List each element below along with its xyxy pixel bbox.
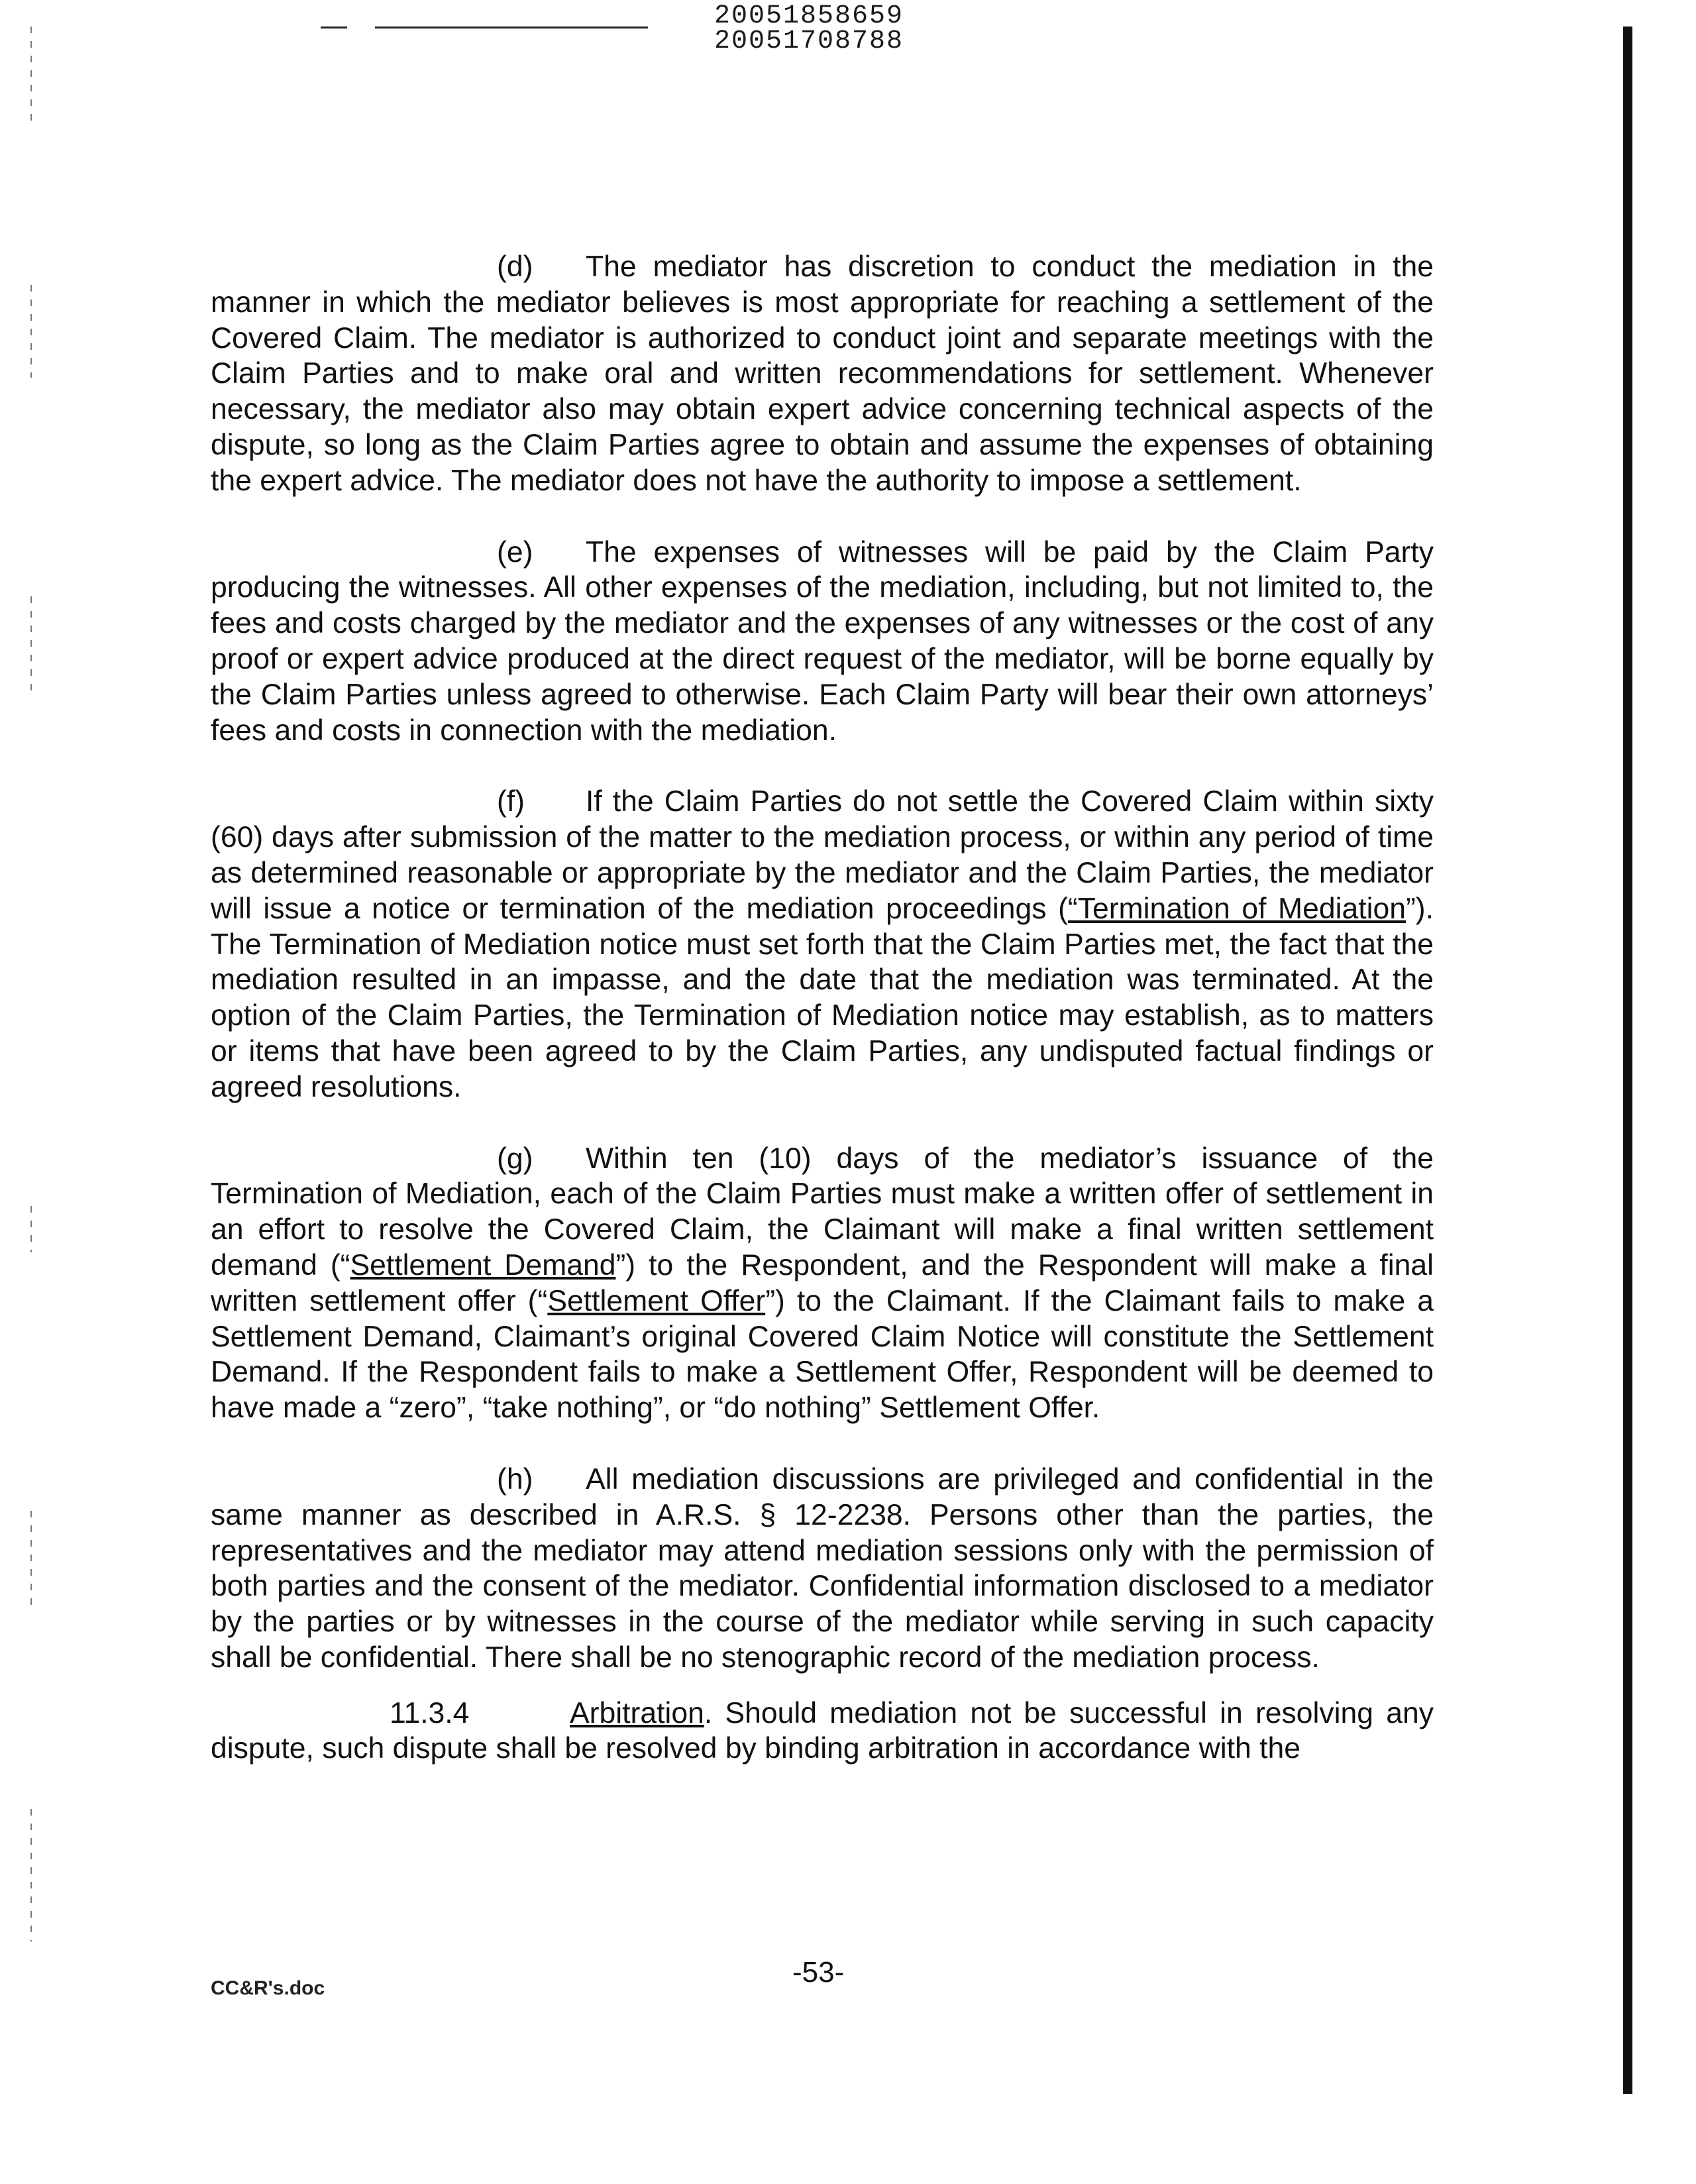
paragraph-text: The expenses of witnesses will be paid by the Claim Party producing the witnesses. All other expenses of the mediation, including, but not limited to, the fees and costs charged by the mediator and the expenses of any witnesses or the cost of any proof or expert advice produced at the direct request of the mediator, will be borne equally by the Claim Parties unless agreed to otherwise. Each Claim Party will bear their own attorneys’ fees and costs in connection with the mediation. — [211, 535, 1434, 747]
header-rule-short — [321, 27, 347, 28]
scan-edge-marks-end — [30, 1809, 32, 1941]
paragraph-label: (d) — [497, 250, 533, 283]
paragraph-text: ”) to the Respondent, and the Respondent will make a final written settlement offer (“ — [211, 1248, 1434, 1317]
paragraph-label: (g) — [497, 1142, 533, 1175]
scan-edge-marks-top — [30, 27, 32, 126]
section-text: . Should mediation not be successful in resolving any dispute, such dispute shall be resolved by binding arbitration in accordance with the — [211, 1696, 1434, 1765]
section-11-3-4 — [211, 1696, 1434, 1767]
paragraph-h — [211, 1462, 1434, 1676]
paragraph-text: ”) to the Claimant. If the Claimant fails to make a Settlement Demand, Claimant’s original Covered Claim Notice will constitute the Settlement Demand. If the Respondent fails to make a Settlement Offer, Respondent will be deemed to have made a “zero”, “take nothing”, or “do nothing” Settlement Offer. — [211, 1284, 1434, 1425]
paragraph-d — [211, 249, 1434, 499]
paragraph-label: (h) — [497, 1462, 533, 1496]
document-body — [211, 249, 1434, 1802]
paragraph-text: Within ten (10) days of the mediator’s issuance of the Termination of Mediation, each of the Claim Parties must make a written offer of settlement in an effort to resolve the Covered Claim, the Claimant will make a final written settlement demand (“ — [211, 1142, 1434, 1282]
paragraph-e — [211, 535, 1434, 749]
paragraph-g — [211, 1141, 1434, 1426]
paragraph-label: (e) — [497, 535, 533, 569]
footer-filename: CC&R's.doc — [211, 1977, 325, 1999]
scan-edge-marks-lower — [30, 1206, 32, 1252]
paragraph-text: ”). The Termination of Mediation notice must set forth that the Claim Parties met, the fact that the mediation resulted in an impasse, and the date that the mediation was terminated. At the option of the Claim Parties, the Termination of Mediation notice may establish, as to matters or items that have been agreed to by the Claim Parties, any undisputed factual findings or agreed resolutions. — [211, 892, 1434, 1103]
defined-term-termination-of-mediation: “Termination of Mediation — [1067, 892, 1406, 925]
paragraph-f — [211, 784, 1434, 1105]
defined-term-settlement-offer: Settlement Offer — [547, 1284, 766, 1317]
page-number: -53- — [792, 1956, 845, 1989]
header-rule-long — [375, 27, 648, 28]
scan-edge-bar — [1623, 27, 1632, 2094]
scan-edge-marks-upper — [30, 285, 32, 378]
section-heading: Arbitration — [570, 1696, 704, 1729]
recording-number-1: 20051858659 — [714, 1, 904, 31]
defined-term-settlement-demand: Settlement Demand — [350, 1248, 616, 1282]
scan-edge-marks-bottom — [30, 1511, 32, 1610]
recording-numbers — [714, 1, 904, 56]
recording-number-2: 20051708788 — [714, 27, 904, 56]
paragraph-text: The mediator has discretion to conduct the mediation in the manner in which the mediator believes is most appropriate for reaching a settlement of the Covered Claim. The mediator is authorized to conduct joint and separate meetings with the Claim Parties and to make oral and written recommendations for settlement. Whenever necessary, the mediator also may obtain expert advice concerning technical aspects of the dispute, so long as the Claim Parties agree to obtain and assume the expenses of obtaining the expert advice. The mediator does not have the authority to impose a settlement. — [211, 250, 1434, 497]
paragraph-text: If the Claim Parties do not settle the Covered Claim within sixty (60) days after submission of the matter to the mediation process, or within any period of time as determined reasonable or appropriate by the mediator and the Claim Parties, the mediator will issue a notice or termination of the mediation proceedings ( — [211, 785, 1434, 925]
scan-edge-marks-mid — [30, 596, 32, 696]
section-number: 11.3.4 — [390, 1696, 470, 1729]
paragraph-text: All mediation discussions are privileged and confidential in the same manner as described in A.R.S. § 12-2238. Persons other than the parties, the representatives and the mediator may attend mediation sessions only with the permission of both parties and the consent of the mediator. Confidential information disclosed to a mediator by the parties or by witnesses in the course of the mediator while serving in such capacity shall be confidential. There shall be no stenographic record of the mediation process. — [211, 1462, 1434, 1674]
paragraph-label: (f) — [497, 785, 525, 818]
